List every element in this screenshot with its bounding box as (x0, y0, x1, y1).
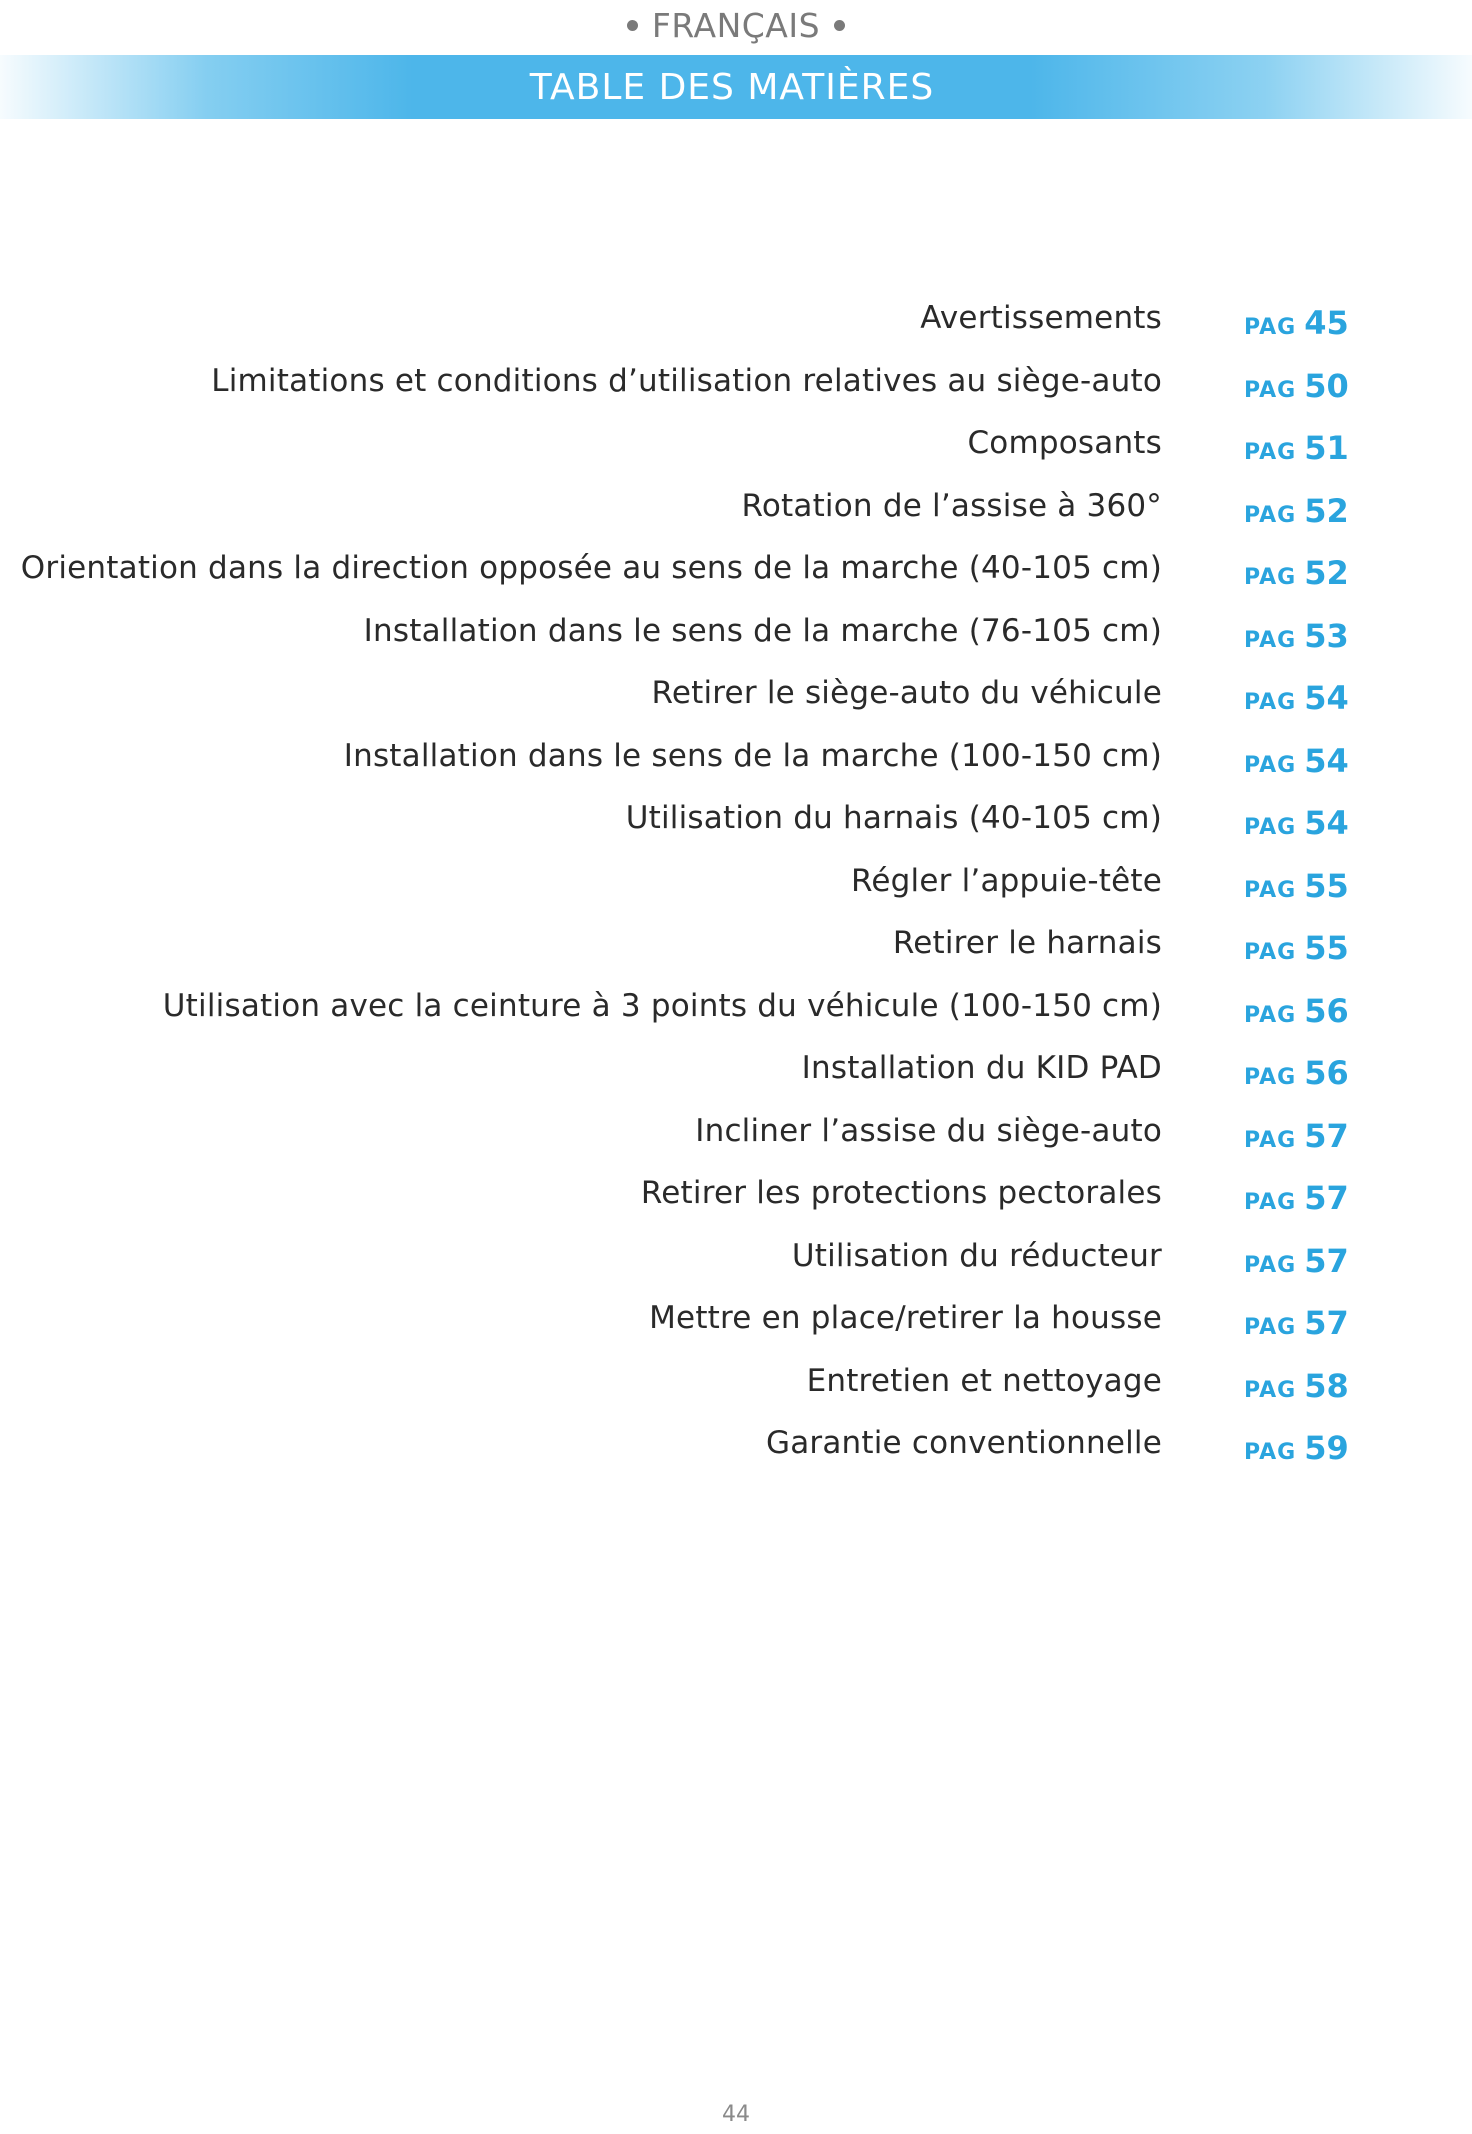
page-number-value: 45 (1304, 304, 1349, 342)
toc-entry-title: Composants (967, 425, 1162, 461)
toc-entry-page (1244, 429, 1349, 467)
toc-entry (0, 1425, 1472, 1488)
toc-entry-page (1244, 367, 1349, 405)
toc-entry (0, 1175, 1472, 1238)
toc-entry (0, 488, 1472, 551)
page-prefix: PAG (1244, 1190, 1297, 1215)
page-number-value: 54 (1304, 804, 1349, 842)
page-number-value: 52 (1304, 554, 1349, 592)
toc-entry-title: Retirer le siège-auto du véhicule (651, 675, 1162, 711)
toc-entry-page (1244, 679, 1349, 717)
language-header (0, 0, 1472, 50)
toc-entry-title: Rotation de l’assise à 360° (741, 487, 1162, 524)
toc-entry (0, 800, 1472, 863)
toc-entry-title: Utilisation avec la ceinture à 3 points du véhicule (100-150 cm) (162, 987, 1162, 1024)
page-number-value: 51 (1304, 429, 1349, 467)
page-prefix: PAG (1244, 502, 1297, 528)
toc-entry-page (1244, 929, 1349, 967)
toc-entry-page (1244, 1054, 1349, 1092)
toc-entry-title: Installation du KID PAD (801, 1050, 1162, 1086)
toc-entry (0, 738, 1472, 801)
table-of-contents (0, 300, 1472, 1488)
toc-entry-title: Installation dans le sens de la marche (76-105 cm) (363, 612, 1162, 649)
toc-entry-page (1244, 1117, 1349, 1155)
language-label: FRANÇAIS (651, 5, 821, 45)
toc-entry-page (1244, 554, 1349, 592)
toc-entry-page (1244, 742, 1349, 780)
page-number-value: 57 (1304, 1304, 1349, 1342)
page-prefix: PAG (1244, 440, 1297, 465)
bullet-icon (834, 20, 845, 31)
toc-entry-title: Incliner l’assise du siège-auto (695, 1112, 1162, 1149)
page-number-value: 52 (1304, 491, 1349, 530)
toc-entry-title: Retirer le harnais (892, 925, 1162, 961)
toc-entry (0, 925, 1472, 988)
page-prefix: PAG (1244, 690, 1297, 715)
page-prefix: PAG (1244, 565, 1297, 590)
toc-entry-title: Utilisation du harnais (40-105 cm) (625, 800, 1162, 836)
toc-entry (0, 1363, 1472, 1426)
title-banner (0, 55, 1472, 119)
page-number-value: 56 (1304, 1054, 1349, 1092)
page-number-value: 57 (1304, 1241, 1349, 1280)
toc-entry-page (1244, 304, 1349, 342)
toc-entry-page (1244, 1367, 1349, 1405)
page-prefix: PAG (1244, 815, 1297, 840)
page-prefix: PAG (1244, 627, 1297, 653)
page-number-value: 54 (1304, 679, 1349, 717)
page-number-value: 55 (1304, 866, 1349, 905)
toc-entry-title: Mettre en place/retirer la housse (649, 1300, 1162, 1336)
toc-entry-title: Orientation dans la direction opposée au sens de la marche (40-105 cm) (20, 550, 1162, 586)
toc-entry-title: Retirer les protections pectorales (640, 1175, 1162, 1211)
toc-entry-page (1244, 867, 1349, 905)
toc-entry-title: Garantie conventionnelle (765, 1425, 1162, 1461)
page-prefix: PAG (1244, 877, 1297, 903)
toc-entry-page (1244, 1304, 1349, 1342)
page-number-value: 57 (1304, 1116, 1349, 1155)
toc-entry (0, 675, 1472, 738)
page-number-value: 55 (1304, 929, 1349, 967)
page-number-value: 50 (1304, 366, 1349, 405)
page-prefix: PAG (1244, 752, 1297, 778)
page-prefix: PAG (1244, 1377, 1297, 1403)
toc-entry-page (1244, 1242, 1349, 1280)
toc-entry-title: Avertissements (920, 300, 1162, 336)
toc-entry (0, 1050, 1472, 1113)
page-number-value: 56 (1304, 991, 1349, 1030)
toc-entry-page (1244, 992, 1349, 1030)
page-number-value: 57 (1304, 1179, 1349, 1217)
toc-entry-page (1244, 1429, 1349, 1467)
toc-entry-title: Régler l’appuie-tête (851, 862, 1162, 899)
page-prefix: PAG (1244, 940, 1297, 965)
page-prefix: PAG (1244, 315, 1297, 340)
toc-entry-page (1244, 1179, 1349, 1217)
bullet-icon (627, 20, 638, 31)
page-prefix: PAG (1244, 1002, 1297, 1028)
page-prefix: PAG (1244, 1065, 1297, 1090)
page-prefix: PAG (1244, 1440, 1297, 1465)
toc-entry (0, 1113, 1472, 1176)
page-number-value: 53 (1304, 616, 1349, 655)
footer-page-number: 44 (722, 2102, 750, 2127)
toc-entry (0, 613, 1472, 676)
page-prefix: PAG (1244, 1315, 1297, 1340)
page-number-value: 58 (1304, 1366, 1349, 1405)
toc-entry (0, 550, 1472, 613)
toc-entry-page (1244, 804, 1349, 842)
page-prefix: PAG (1244, 1252, 1297, 1278)
toc-entry-page (1244, 492, 1349, 530)
toc-entry (0, 300, 1472, 363)
toc-entry (0, 1238, 1472, 1301)
page-number-value: 59 (1304, 1429, 1349, 1467)
toc-entry-title: Utilisation du réducteur (791, 1237, 1162, 1274)
toc-entry-title: Installation dans le sens de la marche (100-150 cm) (343, 737, 1162, 774)
page-prefix: PAG (1244, 1127, 1297, 1153)
page-prefix: PAG (1244, 377, 1297, 403)
toc-entry (0, 863, 1472, 926)
toc-entry-page (1244, 617, 1349, 655)
toc-entry (0, 988, 1472, 1051)
toc-entry (0, 363, 1472, 426)
toc-entry (0, 425, 1472, 488)
toc-entry-title: Limitations et conditions d’utilisation relatives au siège-auto (211, 362, 1162, 399)
toc-entry-title: Entretien et nettoyage (806, 1362, 1162, 1399)
page-number-value: 54 (1304, 741, 1349, 780)
toc-entry (0, 1300, 1472, 1363)
page-title: TABLE DES MATIÈRES (529, 66, 935, 108)
